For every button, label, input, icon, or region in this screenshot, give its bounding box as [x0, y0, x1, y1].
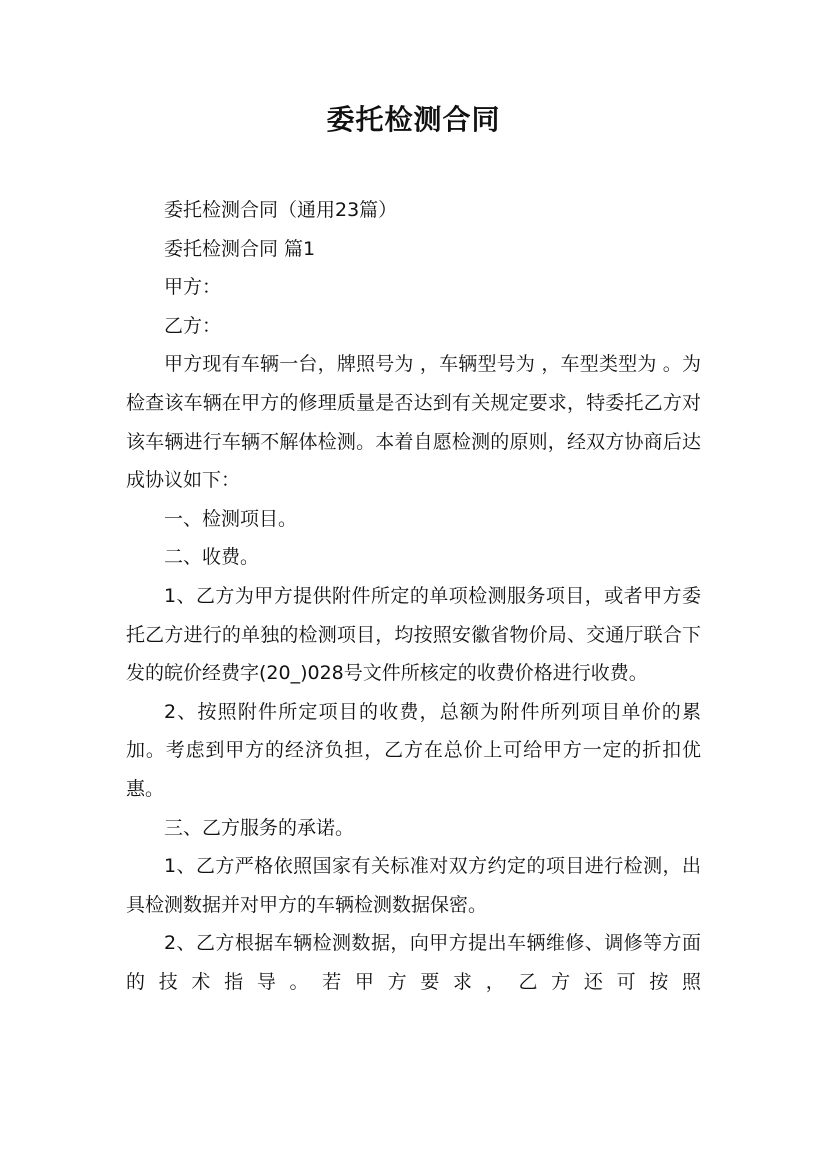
paragraph-item-2-heading: 二、收费。 — [164, 546, 260, 569]
paragraph-fee-clause-2: 2、按照附件所定项目的收费，总额为附件所列项目单价的累加。考虑到甲方的经济负担，乙方在总价上可给甲方一定的折扣优惠。 — [126, 700, 701, 800]
paragraph-collection-heading: 委托检测合同（通用23篇） — [164, 199, 398, 221]
paragraph-party-b: 乙方： — [164, 314, 222, 337]
paragraph-item-3-heading: 三、乙方服务的承诺。 — [164, 816, 355, 839]
paragraph-intro: 甲方现有车辆一台，牌照号为 ，车辆型号为 ，车型类型为 。为检查该车辆在甲方的修理质量是否达到有关规定要求，特委托乙方对该车辆进行车辆不解体检测。本着自愿检测的原则，经双方协商后达成协议如下： — [126, 353, 701, 492]
paragraph-item-1-heading: 一、检测项目。 — [164, 507, 298, 530]
paragraph-service-clause-2: 2、乙方根据车辆检测数据，向甲方提出车辆维修、调修等方面的技术指导。若甲方要求，乙方还可按照 — [126, 932, 701, 993]
document-body — [126, 191, 701, 1001]
paragraph-party-a: 甲方： — [164, 276, 222, 299]
document-title: 委托检测合同 — [326, 103, 501, 136]
paragraph-service-clause-1: 1、乙方严格依照国家有关标准对双方约定的项目进行检测，出具检测数据并对甲方的车辆检测数据保密。 — [126, 855, 701, 916]
paragraph-section-heading: 委托检测合同 篇1 — [164, 237, 316, 260]
paragraph-fee-clause-1: 1、乙方为甲方提供附件所定的单项检测服务项目，或者甲方委托乙方进行的单独的检测项目，均按照安徽省物价局、交通厅联合下发的皖价经费字(20_)028号文件所核定的收费价格进行收费。 — [126, 584, 701, 685]
